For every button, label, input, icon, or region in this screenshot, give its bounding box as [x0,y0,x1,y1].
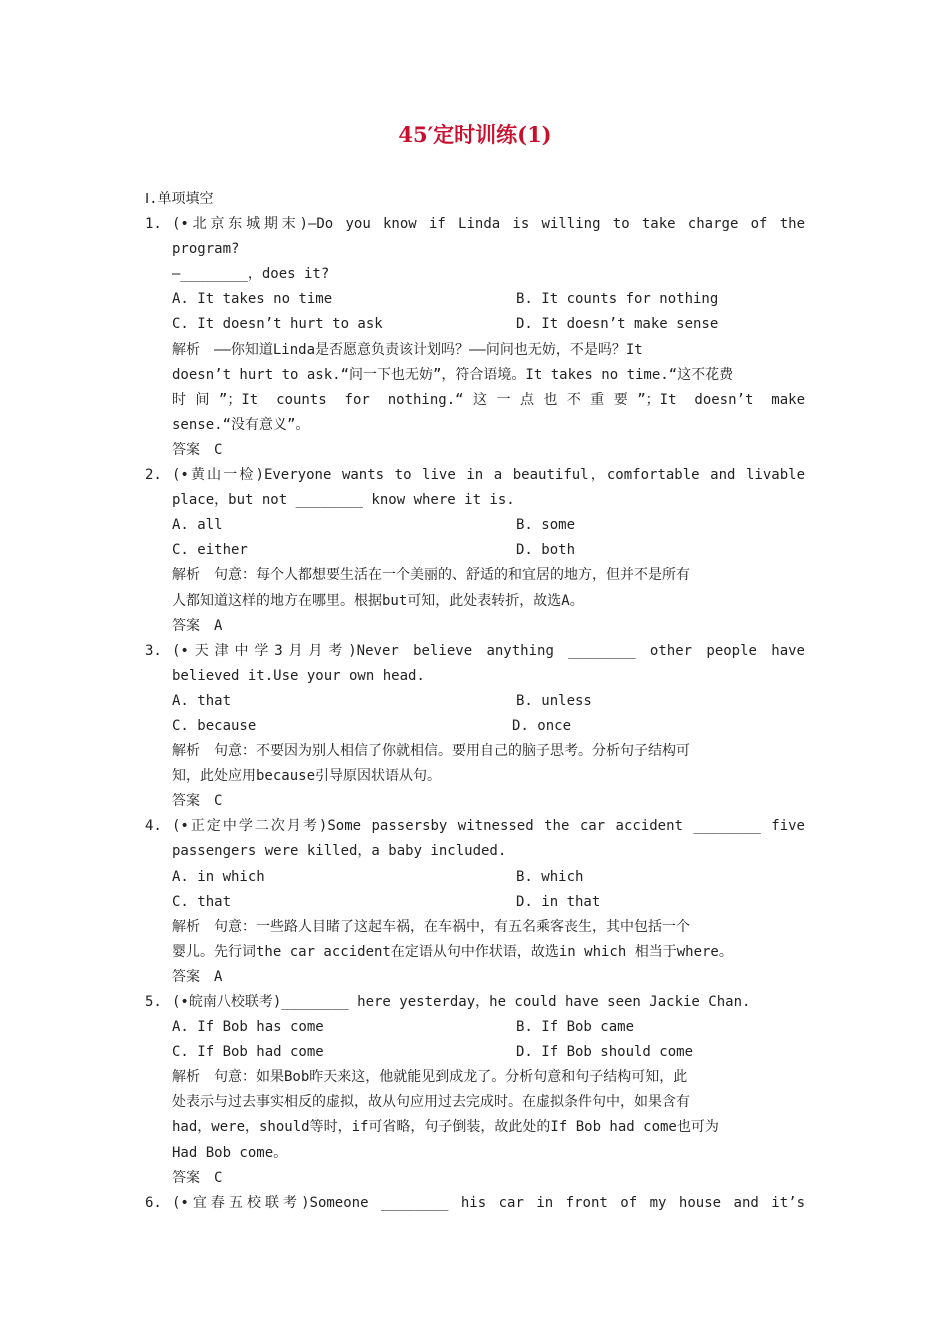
explanation-text: 人都知道这样的地方在哪里。根据but可知，此处表转折，故选A。 [172,592,584,609]
question-number: 4. [145,818,162,835]
option-b: B. It counts for nothing [516,291,719,308]
question-text: (•黄山一检)Everyone wants to live in a beautiful，comfortable and livable [172,467,805,484]
explanation-text: 句意：每个人都想要生活在一个美丽的、舒适的和宜居的地方，但并不是所有 [214,567,690,584]
answer-value: C [214,1169,223,1186]
answer-label: 答案 [172,793,200,810]
question-number: 3. [145,642,162,659]
question-text: program? [172,241,240,258]
question-5-explanation-1 [0,1065,950,1090]
explanation-label: 解析 [172,1069,200,1086]
answer-value: A [214,968,223,985]
question-number: 5. [145,994,162,1010]
page-title: 45′定时训练(1) [398,122,552,147]
option-c: C. It doesn’t hurt to ask [172,316,383,333]
option-b: B. which [516,868,584,885]
question-1-explanation-2 [0,363,950,388]
question-text: (•北京东城期末)—Do you know if Linda is willing to take charge of the [172,216,805,233]
question-2-line-2 [0,488,950,513]
question-3-options-ab [0,689,950,714]
option-b: B. unless [516,692,592,709]
option-a: A. If Bob has come [172,1019,324,1036]
explanation-text: 时间”；It counts for nothing.“这一点也不重要”；It doesn’t make [172,391,805,408]
question-2-answer [0,614,950,639]
question-4-explanation-1 [0,915,950,940]
option-d: D. It doesn’t make sense [516,316,719,333]
question-text: believed it.Use your own head. [172,667,425,684]
option-c: C. that [172,893,232,910]
question-1-answer [0,438,950,463]
question-5-explanation-3 [0,1115,950,1140]
question-2-explanation-2 [0,589,950,614]
question-5-line-1 [0,990,950,1015]
explanation-label: 解析 [172,567,200,584]
question-3-explanation-2 [0,764,950,789]
explanation-label: 解析 [172,341,200,358]
question-number: 6. [145,1194,162,1211]
question-2-options-cd [0,538,950,563]
question-1-explanation-1 [0,338,950,363]
question-text: (•天津中学3月月考)Never believe anything ________ other people have [172,642,805,659]
explanation-text: ——你知道Linda是否愿意负责该计划吗？——问问也无妨，不是吗？It [214,341,643,358]
option-c: C. because [172,717,257,734]
question-number: 2. [145,467,162,484]
answer-label: 答案 [172,1169,200,1186]
question-1-options-ab [0,287,950,312]
option-a: A. that [172,692,232,709]
question-4-explanation-2 [0,940,950,965]
explanation-text: 知，此处应用because引导原因状语从句。 [172,768,442,785]
question-3-line-1 [0,639,950,664]
explanation-text: 婴儿。先行词the car accident在定语从句中作状语，故选in which 相当于where。 [172,943,733,960]
option-d: D. If Bob should come [516,1044,694,1061]
option-d: D. in that [516,893,601,910]
question-number: 1. [145,216,162,233]
question-3-explanation-1 [0,739,950,764]
explanation-label: 解析 [172,918,200,935]
question-2-line-1 [0,463,950,488]
answer-label: 答案 [172,968,200,985]
question-3-options-cd [0,714,950,739]
question-1-explanation-4 [0,413,950,438]
explanation-label: 解析 [172,743,200,760]
question-text: (•正定中学二次月考)Some passersby witnessed the car accident ________ five [172,818,805,835]
explanation-text: sense.“没有意义”。 [172,416,310,433]
option-b: B. If Bob came [516,1019,635,1036]
answer-value: A [214,617,223,634]
question-4-line-1 [0,814,950,839]
explanation-text: 句意：不要因为别人相信了你就相信。要用自己的脑子思考。分析句子结构可 [214,743,690,760]
answer-label: 答案 [172,441,200,458]
question-3-answer [0,789,950,814]
question-text: passengers were killed，a baby included. [172,843,507,860]
question-3-line-2 [0,664,950,689]
question-2-options-ab [0,513,950,538]
question-1-explanation-3 [0,388,950,413]
question-text: (•宜春五校联考)Someone ________ his car in front of my house and it’s [172,1194,805,1211]
question-text: (•皖南八校联考)________ here yesterday，he could have seen Jackie Chan. [172,994,751,1010]
answer-label: 答案 [172,617,200,634]
question-5-options-ab [0,1015,950,1040]
question-1-options-cd [0,312,950,337]
option-d: D. both [516,542,576,559]
explanation-text: Had Bob come。 [172,1144,288,1161]
explanation-text: had，were，should等时，if可省略，句子倒装，故此处的If Bob had come也可为 [172,1119,719,1136]
question-5-explanation-2 [0,1090,950,1115]
section-heading: Ⅰ.单项填空 [145,191,214,207]
option-c: C. If Bob had come [172,1044,324,1061]
option-a: A. all [172,517,223,534]
question-5-explanation-4 [0,1141,950,1166]
question-4-options-ab [0,865,950,890]
explanation-text: 句意：一些路人目睹了这起车祸，在车祸中，有五名乘客丧生，其中包括一个 [214,918,690,935]
answer-value: C [214,441,223,458]
explanation-text: 处表示与过去事实相反的虚拟，故从句应用过去完成时。在虚拟条件句中，如果含有 [172,1094,690,1111]
explanation-text: doesn’t hurt to ask.“问一下也无妨”，符合语境。It takes no time.“这不花费 [172,366,734,383]
exercise-content [0,187,950,1216]
option-b: B. some [516,517,576,534]
option-a: A. It takes no time [172,291,333,308]
question-1-line-2 [0,237,950,262]
question-1-line-3 [0,262,950,287]
question-text: place，but not ________ know where it is. [172,492,515,509]
option-d: D. once [512,717,572,734]
question-5-options-cd [0,1040,950,1065]
option-a: A. in which [172,868,265,885]
explanation-text: 句意：如果Bob昨天来这，他就能见到成龙了。分析句意和句子结构可知，此 [214,1069,688,1086]
question-2-explanation-1 [0,563,950,588]
question-1-line-1 [0,212,950,237]
question-4-options-cd [0,890,950,915]
question-5-answer [0,1166,950,1191]
option-c: C. either [172,542,248,559]
question-4-answer [0,965,950,990]
question-6-line-1 [0,1191,950,1216]
question-4-line-2 [0,839,950,864]
answer-value: C [214,793,223,810]
question-text: —________，does it? [172,266,330,283]
